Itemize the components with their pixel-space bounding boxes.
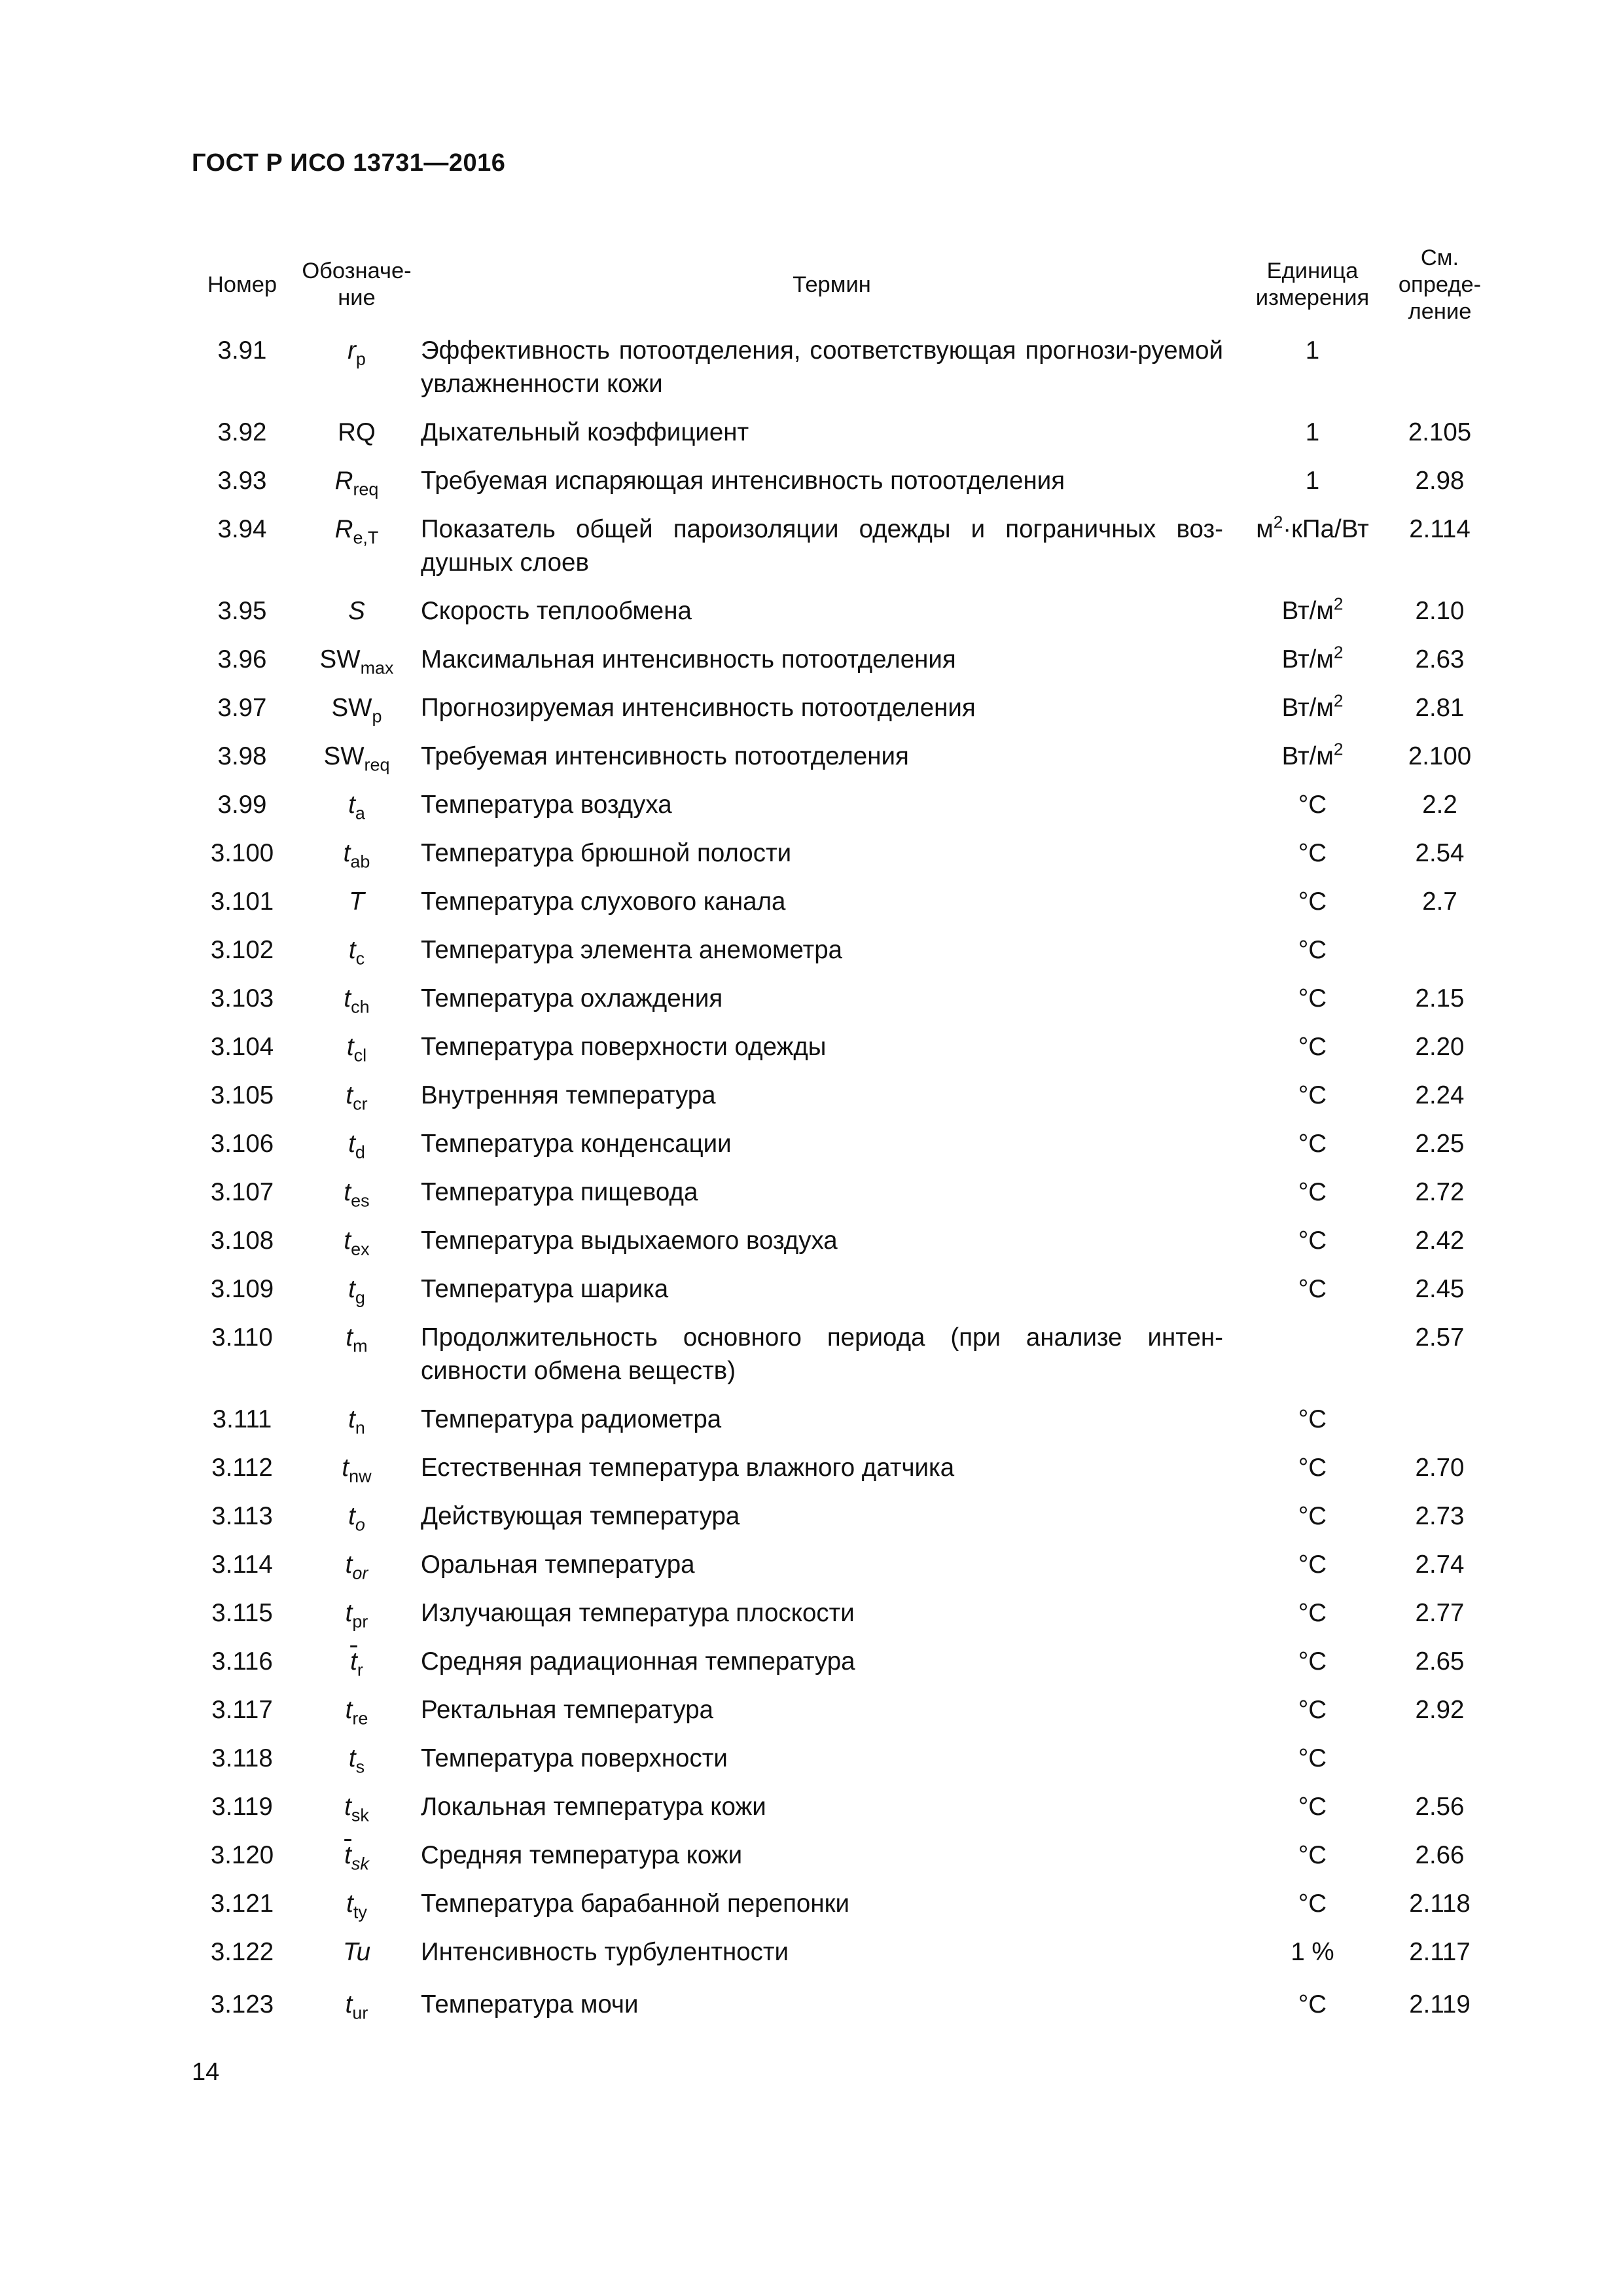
term-number: 3.119 — [211, 1793, 273, 1821]
term-definition-ref: 2.117 — [1409, 1938, 1471, 1966]
term-definition-ref: 2.57 — [1415, 1323, 1465, 1352]
term-definition-ref: 2.92 — [1415, 1696, 1465, 1724]
term-symbol: $t_{cl}$ — [346, 1033, 367, 1066]
table-row — [192, 788, 1497, 836]
term-text: Требуемая интенсивность потоотделения — [421, 742, 909, 770]
term-number: 3.109 — [210, 1275, 274, 1303]
term-symbol: $t_{nw}$ — [342, 1454, 372, 1486]
term-definition-ref — [1382, 933, 1497, 982]
term-definition-ref: 2.74 — [1415, 1551, 1465, 1579]
table-row — [192, 1451, 1497, 1499]
table-row — [192, 1693, 1497, 1742]
term-symbol: $t_d$ — [348, 1130, 365, 1162]
term-number: 3.118 — [211, 1744, 273, 1772]
term-number: 3.121 — [210, 1890, 274, 1918]
term-number: 3.112 — [211, 1454, 273, 1482]
term-definition-ref — [1382, 334, 1497, 416]
term-number: 3.92 — [217, 418, 267, 446]
term-unit: °С — [1298, 1647, 1327, 1676]
term-symbol: $t_{re}$ — [345, 1696, 368, 1729]
term-text: Максимальная интенсивность потоотделения — [421, 645, 956, 673]
term-unit: °С — [1298, 1081, 1327, 1109]
term-text: Температура поверхности — [421, 1744, 728, 1772]
table-row — [192, 1272, 1497, 1321]
table-row — [192, 1887, 1497, 1935]
table-row — [192, 1988, 1497, 2036]
term-number: 3.95 — [217, 597, 267, 625]
term-symbol: $t_o$ — [348, 1502, 365, 1535]
term-unit: °С — [1298, 839, 1327, 867]
term-definition-ref: 2.63 — [1415, 645, 1465, 673]
term-unit: 1 — [1305, 418, 1320, 446]
term-text: Интенсивность турбулентности — [421, 1938, 789, 1966]
term-symbol: $R_{req}$ — [334, 467, 379, 499]
term-symbol: $SW_{max}$ — [319, 645, 394, 678]
term-symbol: $t_{cr}$ — [346, 1081, 368, 1114]
term-number: 3.117 — [211, 1696, 273, 1724]
term-symbol: $t_{pr}$ — [345, 1599, 368, 1632]
term-unit: °С — [1298, 1227, 1327, 1255]
table-row — [192, 1742, 1497, 1790]
term-text: Температура радиометра — [421, 1405, 722, 1433]
table-row — [192, 1839, 1497, 1887]
term-unit: °С — [1298, 1033, 1327, 1061]
table-row — [192, 1321, 1497, 1403]
term-number: 3.96 — [217, 645, 267, 673]
term-symbol: $t_{es}$ — [344, 1178, 370, 1211]
term-definition-ref: 2.118 — [1409, 1890, 1471, 1918]
table-row — [192, 1499, 1497, 1548]
table-row — [192, 334, 1497, 416]
term-unit: 1 % — [1291, 1938, 1334, 1966]
term-text: Локальная температура кожи — [421, 1793, 766, 1821]
term-definition-ref: 2.70 — [1415, 1454, 1465, 1482]
term-text: Температура пищевода — [421, 1178, 698, 1206]
term-number: 3.105 — [210, 1081, 274, 1109]
term-number: 3.116 — [211, 1647, 273, 1676]
term-number: 3.97 — [217, 694, 267, 722]
column-header-symbol: Обозначе- ние — [302, 259, 412, 310]
term-unit: °С — [1298, 1178, 1327, 1206]
term-definition-ref: 2.98 — [1415, 467, 1465, 495]
term-symbol: $t_c$ — [348, 936, 365, 969]
terms-table — [192, 236, 1497, 2036]
term-unit: 1 — [1305, 467, 1320, 495]
term-unit: °С — [1298, 1502, 1327, 1530]
table-row — [192, 1127, 1497, 1175]
term-definition-ref: 2.100 — [1408, 742, 1472, 770]
term-number: 3.91 — [217, 336, 267, 365]
document-header: ГОСТ Р ИСО 13731—2016 — [192, 149, 506, 177]
table-row — [192, 1175, 1497, 1224]
term-symbol: $t_{ab}$ — [343, 839, 370, 872]
term-text: Температура конденсации — [421, 1130, 732, 1158]
term-text: Оральная температура — [421, 1551, 695, 1579]
term-symbol: $SW_p$ — [331, 694, 382, 726]
column-header-number: Номер — [207, 272, 277, 297]
term-number: 3.102 — [210, 936, 274, 964]
term-unit: °С — [1298, 888, 1327, 916]
table-row — [192, 1079, 1497, 1127]
term-definition-ref: 2.66 — [1415, 1841, 1465, 1869]
column-header-definition-ref: См. опреде- ление — [1398, 245, 1482, 324]
term-unit — [1243, 1321, 1382, 1403]
term-number: 3.115 — [211, 1599, 273, 1627]
term-number: 3.107 — [210, 1178, 274, 1206]
term-unit: °С — [1298, 936, 1327, 964]
term-symbol: $t_a$ — [348, 791, 365, 823]
term-symbol: $t_n$ — [348, 1405, 365, 1438]
term-unit: $Вт/м^2$ — [1281, 642, 1344, 673]
table-row — [192, 512, 1497, 594]
table-row — [192, 933, 1497, 982]
term-definition-ref: 2.56 — [1415, 1793, 1465, 1821]
table-row — [192, 1403, 1497, 1451]
term-unit: 1 — [1305, 336, 1320, 365]
term-text: Требуемая испаряющая интенсивность потоотделения — [421, 467, 1065, 495]
table-row — [192, 1030, 1497, 1079]
term-unit: °С — [1298, 1275, 1327, 1303]
table-row — [192, 691, 1497, 740]
term-number: 3.120 — [210, 1841, 274, 1869]
term-unit: °С — [1298, 1696, 1327, 1724]
table-row — [192, 1790, 1497, 1839]
term-definition-ref — [1382, 1403, 1497, 1451]
term-unit: $Вт/м^2$ — [1281, 739, 1344, 770]
term-definition-ref: 2.119 — [1409, 1990, 1471, 2018]
term-number: 3.110 — [211, 1323, 273, 1352]
term-number: 3.93 — [217, 467, 267, 495]
term-number: 3.98 — [217, 742, 267, 770]
table-row — [192, 740, 1497, 788]
term-definition-ref: 2.73 — [1415, 1502, 1465, 1530]
term-text: Продолжительность основного периода (при анализе интен-сивности обмена веществ) — [421, 1323, 1223, 1385]
term-text: Температура элемента анемометра — [421, 936, 843, 964]
term-number: 3.122 — [210, 1938, 274, 1966]
term-definition-ref: 2.81 — [1415, 694, 1465, 722]
term-unit: °С — [1298, 984, 1327, 1013]
term-text: Температура брюшной полости — [421, 839, 792, 867]
table-row — [192, 1596, 1497, 1645]
term-number: 3.114 — [211, 1551, 273, 1579]
term-text: Температура охлаждения — [421, 984, 723, 1013]
term-symbol: $t_{ur}$ — [345, 1990, 368, 2023]
term-definition-ref: 2.105 — [1408, 418, 1472, 446]
term-text: Скорость теплообмена — [421, 597, 692, 625]
term-number: 3.106 — [210, 1130, 274, 1158]
term-symbol: $t_s$ — [348, 1744, 365, 1777]
term-number: 3.100 — [210, 839, 274, 867]
page-number: 14 — [192, 2058, 220, 2086]
term-number: 3.123 — [210, 1990, 274, 2018]
term-unit: °С — [1298, 1793, 1327, 1821]
term-text: Температура барабанной перепонки — [421, 1890, 849, 1918]
table-row — [192, 416, 1497, 464]
term-text: Температура выдыхаемого воздуха — [421, 1227, 838, 1255]
term-definition-ref: 2.7 — [1422, 888, 1457, 916]
term-definition-ref: 2.72 — [1415, 1178, 1465, 1206]
term-text: Эффективность потоотделения, соответствующая прогнози-руемой увлажненности кожи — [421, 336, 1223, 398]
term-text: Действующая температура — [421, 1502, 740, 1530]
term-unit: $Вт/м^2$ — [1281, 594, 1344, 625]
term-unit: °С — [1298, 1990, 1327, 2018]
term-symbol: Tu — [342, 1938, 371, 1966]
term-number: 3.103 — [210, 984, 274, 1013]
table-row — [192, 594, 1497, 643]
table-header-row — [192, 236, 1497, 334]
term-number: 3.104 — [210, 1033, 274, 1061]
term-symbol: $t_{ty}$ — [346, 1890, 367, 1922]
term-text: Излучающая температура плоскости — [421, 1599, 855, 1627]
term-definition-ref: 2.42 — [1415, 1227, 1465, 1255]
term-unit: °С — [1298, 1130, 1327, 1158]
term-definition-ref: 2.20 — [1415, 1033, 1465, 1061]
table-row — [192, 1548, 1497, 1596]
term-unit: °С — [1298, 1744, 1327, 1772]
term-unit: $м^2\cdot кПа/Вт$ — [1256, 512, 1369, 543]
term-definition-ref — [1382, 1742, 1497, 1790]
term-symbol: $t_{sk}$ — [344, 1793, 369, 1825]
term-definition-ref: 2.15 — [1415, 984, 1465, 1013]
term-symbol: $t_{ch}$ — [344, 984, 370, 1017]
term-symbol: $t_m$ — [346, 1323, 368, 1356]
term-definition-ref: 2.54 — [1415, 839, 1465, 867]
column-header-unit: Единица измерения — [1255, 259, 1370, 310]
term-unit: °С — [1298, 791, 1327, 819]
term-text: Температура шарика — [421, 1275, 669, 1303]
term-symbol: RQ — [338, 418, 376, 446]
term-definition-ref: 2.114 — [1409, 515, 1471, 543]
term-definition-ref: 2.10 — [1415, 597, 1465, 625]
table-row — [192, 643, 1497, 691]
term-unit: °С — [1298, 1454, 1327, 1482]
term-text: Температура слухового канала — [421, 888, 786, 916]
term-number: 3.108 — [210, 1227, 274, 1255]
term-number: 3.111 — [212, 1405, 272, 1433]
table-row — [192, 1645, 1497, 1693]
term-text: Температура воздуха — [421, 791, 672, 819]
table-row — [192, 885, 1497, 933]
term-symbol: $R_{e,T}$ — [334, 515, 379, 548]
term-text: Температура поверхности одежды — [421, 1033, 827, 1061]
term-symbol: T — [349, 888, 365, 916]
term-number: 3.94 — [217, 515, 267, 543]
term-number: 3.99 — [217, 791, 267, 819]
term-symbol: $t_{ex}$ — [344, 1227, 370, 1259]
term-definition-ref: 2.2 — [1422, 791, 1457, 819]
term-symbol: $r_p$ — [348, 336, 366, 369]
term-number: 3.113 — [211, 1502, 273, 1530]
term-text: Температура мочи — [421, 1990, 639, 2018]
term-definition-ref: 2.77 — [1415, 1599, 1465, 1627]
term-text: Прогнозируемая интенсивность потоотделения — [421, 694, 976, 722]
term-symbol: $SW_{req}$ — [323, 742, 390, 775]
term-unit: $Вт/м^2$ — [1281, 691, 1344, 722]
column-header-term: Термин — [793, 272, 871, 297]
term-definition-ref: 2.24 — [1415, 1081, 1465, 1109]
term-symbol: S — [348, 597, 365, 625]
term-text: Показатель общей пароизоляции одежды и пограничных воз-душных слоев — [421, 515, 1223, 577]
table-row — [192, 982, 1497, 1030]
term-unit: °С — [1298, 1551, 1327, 1579]
term-text: Средняя температура кожи — [421, 1841, 743, 1869]
term-text: Средняя радиационная температура — [421, 1647, 855, 1676]
term-definition-ref: 2.45 — [1415, 1275, 1465, 1303]
term-symbol: $\overline{t}_{sk}$ — [344, 1841, 369, 1874]
term-symbol: $t_g$ — [348, 1275, 365, 1308]
term-symbol: $t_{or}$ — [345, 1551, 368, 1583]
term-unit: °С — [1298, 1841, 1327, 1869]
term-unit: °С — [1298, 1405, 1327, 1433]
table-row — [192, 464, 1497, 512]
table-row — [192, 1935, 1497, 1988]
term-text: Ректальная температура — [421, 1696, 714, 1724]
term-definition-ref: 2.25 — [1415, 1130, 1465, 1158]
table-row — [192, 1224, 1497, 1272]
term-text: Дыхательный коэффициент — [421, 418, 749, 446]
term-unit: °С — [1298, 1890, 1327, 1918]
term-number: 3.101 — [210, 888, 274, 916]
term-unit: °С — [1298, 1599, 1327, 1627]
term-definition-ref: 2.65 — [1415, 1647, 1465, 1676]
table-row — [192, 836, 1497, 885]
term-text: Естественная температура влажного датчика — [421, 1454, 955, 1482]
term-text: Внутренняя температура — [421, 1081, 716, 1109]
term-symbol: $\overline{t}_r$ — [350, 1647, 363, 1680]
